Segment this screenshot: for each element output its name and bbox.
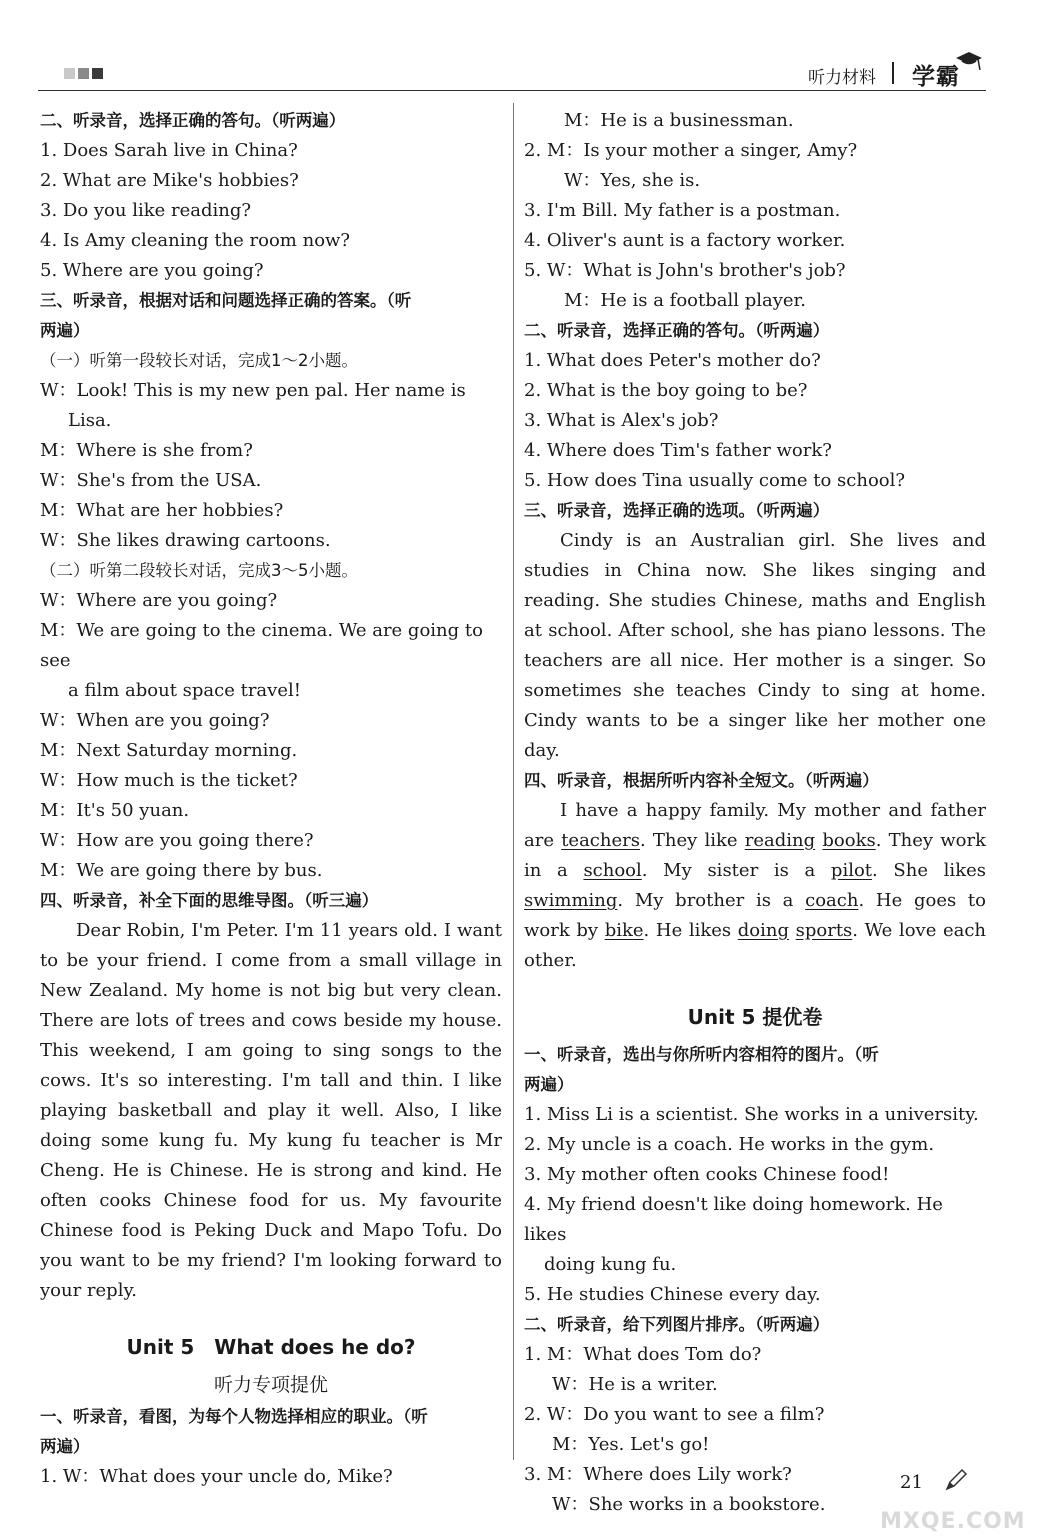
dialogue-line: W：She likes drawing cartoons.	[40, 530, 331, 551]
dialogue-line: W：She works in a bookstore.	[552, 1494, 826, 1515]
section-heading: 二、听录音，选择正确的答句。（听两遍）	[524, 321, 830, 340]
section-heading: 一、听录音，看图，为每个人物选择相应的职业。（听	[40, 1407, 428, 1426]
answer-word: teachers	[561, 830, 640, 851]
header-square-dark	[92, 68, 103, 79]
section-heading: 二、听录音，给下列图片排序。（听两遍）	[524, 1315, 830, 1334]
list-item: 5. Where are you going?	[40, 260, 264, 281]
list-item: 4. Is Amy cleaning the room now?	[40, 230, 351, 251]
dialogue-line: W：She's from the USA.	[40, 470, 262, 491]
dialogue	[524, 106, 986, 316]
dialogue-line: M：It's 50 yuan.	[40, 800, 190, 821]
answer-word: books	[822, 830, 876, 851]
list-item: 3. What is Alex's job?	[524, 410, 719, 431]
section-heading: 三、听录音，根据对话和问题选择正确的答案。（听	[40, 291, 412, 310]
dialogue-line: W：Yes, she is.	[564, 170, 701, 191]
question-list	[524, 346, 986, 496]
list-item: 1. What does Peter's mother do?	[524, 350, 821, 371]
list-item: 4. Where does Tim's father work?	[524, 440, 832, 461]
dialogue-line: M：What are her hobbies?	[40, 500, 284, 521]
section-heading-cont: 两遍）	[40, 1437, 90, 1456]
dialogue-line: M：Yes. Let's go!	[552, 1434, 710, 1455]
header-rule	[38, 90, 986, 91]
header-square-mid	[78, 68, 89, 79]
dialogue-line: M：We are going there by bus.	[40, 860, 323, 881]
dialogue-line: M：He is a businessman.	[564, 110, 794, 131]
header-square-light	[64, 68, 75, 79]
dialogue-line: W：Look! This is my new pen pal. Her name is	[40, 380, 466, 401]
list-item: 5. How does Tina usually come to school?	[524, 470, 906, 491]
answer-word: bike	[604, 920, 644, 941]
list-item: 2. What are Mike's hobbies?	[40, 170, 299, 191]
dialogue-line: 2. W：Do you want to see a film?	[524, 1404, 825, 1425]
list-item: doing kung fu.	[544, 1254, 677, 1275]
section-heading: 二、听录音，选择正确的答句。（听两遍）	[40, 111, 346, 130]
answer-word: coach	[805, 890, 859, 911]
subsection-heading: （二）听第二段较长对话，完成3～5小题。	[40, 561, 358, 580]
section-heading: 四、听录音，根据所听内容补全短文。（听两遍）	[524, 771, 879, 790]
subsection-heading: （一）听第一段较长对话，完成1～2小题。	[40, 351, 358, 370]
dialogue-line: M：We are going to the cinema. We are going to see	[40, 620, 483, 671]
list-item: 2. What is the boy going to be?	[524, 380, 808, 401]
answer-word: pilot	[830, 860, 873, 881]
dialogue-line: 3. M：Where does Lily work?	[524, 1464, 792, 1485]
dialogue-line: M：Where is she from?	[40, 440, 253, 461]
dialogue-line: 1. M：What does Tom do?	[524, 1344, 762, 1365]
dialogue-line: Lisa.	[68, 410, 112, 431]
unit-title: Unit 5 提优卷	[687, 1005, 823, 1029]
left-column	[40, 106, 502, 1492]
column-divider	[513, 103, 514, 1460]
unit-title: Unit 5 What does he do?	[126, 1335, 416, 1359]
dialogue-line: 5. W：What is John's brother's job?	[524, 260, 846, 281]
question-list	[524, 1100, 986, 1310]
answer-word: doing	[737, 920, 789, 941]
answer-word: swimming	[524, 890, 618, 911]
dialogue-line: W：How much is the ticket?	[40, 770, 298, 791]
passage: Cindy is an Australian girl. She lives and studies in China now. She likes singing and reading. She studies Chinese, maths and English at school. After school, she has piano lessons. The teachers are all nice. Her mother is a singer. So sometimes she teaches Cindy to sing at home. Cindy wants to be a singer like her mother one day.	[524, 530, 986, 761]
dialogue-line: W：When are you going?	[40, 710, 270, 731]
header-separator	[892, 62, 894, 84]
list-item: 3. My mother often cooks Chinese food!	[524, 1164, 890, 1185]
list-item: 2. My uncle is a coach. He works in the gym.	[524, 1134, 935, 1155]
list-item: 1. Miss Li is a scientist. She works in a university.	[524, 1104, 979, 1125]
answer-word: school	[583, 860, 642, 881]
section-heading: 四、听录音，补全下面的思维导图。（听三遍）	[40, 891, 379, 910]
brand-logo: 学霸	[912, 64, 960, 90]
section-heading: 一、听录音，选出与你所听内容相符的图片。（听	[524, 1045, 879, 1064]
dialogue-line: W：He is a writer.	[552, 1374, 718, 1395]
list-item: 4. My friend doesn't like doing homework. He likes	[524, 1194, 943, 1245]
section-heading-cont: 两遍）	[524, 1075, 574, 1094]
watermark: MXQE.COM	[880, 1509, 1026, 1534]
cloze-passage: I have a happy family. My mother and father are teachers. They like reading books. They work in a school. My sister is a pilot. She likes swimming. My brother is a coach. He goes to work by bike. He likes doing sports. We love each other.	[524, 800, 987, 971]
dialogue-line: 4. Oliver's aunt is a factory worker.	[524, 230, 846, 251]
list-item: 3. Do you like reading?	[40, 200, 252, 221]
unit-subtitle: 听力专项提优	[213, 1374, 328, 1396]
header-squares	[64, 68, 103, 79]
dialogue-line: a film about space travel!	[68, 680, 301, 701]
dialogue-line: M：He is a football player.	[564, 290, 806, 311]
section-heading-cont: 两遍）	[40, 321, 90, 340]
section-heading: 三、听录音，选择正确的选项。（听两遍）	[524, 501, 830, 520]
dialogue-line: 2. M：Is your mother a singer, Amy?	[524, 140, 858, 161]
dialogue-line: M：Next Saturday morning.	[40, 740, 298, 761]
answer-word: sports	[795, 920, 853, 941]
list-item: 1. W：What does your uncle do, Mike?	[40, 1466, 393, 1487]
graduation-cap-icon	[954, 48, 984, 74]
list-item: 1. Does Sarah live in China?	[40, 140, 298, 161]
page-header	[38, 60, 986, 94]
question-list	[40, 136, 502, 286]
dialogue-line: 3. I'm Bill. My father is a postman.	[524, 200, 841, 221]
answer-word: reading	[744, 830, 816, 851]
section-label: 听力材料	[808, 68, 876, 88]
right-column	[524, 106, 986, 1520]
page-number: 21	[900, 1472, 923, 1493]
passage: Dear Robin, I'm Peter. I'm 11 years old. I want to be your friend. I come from a small village in New Zealand. My home is not big but very clean. There are lots of trees and cows beside my house. This weekend, I am going to sing songs to the cows. It's so interesting. I'm tall and thin. I like playing basketball and play it well. Also, I like doing some kung fu. My kung fu teacher is Mr Cheng. He is Chinese. He is strong and kind. He often cooks Chinese food for us. My favourite Chinese food is Peking Duck and Mapo Tofu. Do you want to be my friend? I'm looking forward to your reply.	[40, 920, 502, 1301]
list-item: 5. He studies Chinese every day.	[524, 1284, 821, 1305]
dialogue	[40, 586, 502, 886]
dialogue-line: W：How are you going there?	[40, 830, 314, 851]
dialogue-line: W：Where are you going?	[40, 590, 278, 611]
dialogue	[40, 376, 502, 556]
